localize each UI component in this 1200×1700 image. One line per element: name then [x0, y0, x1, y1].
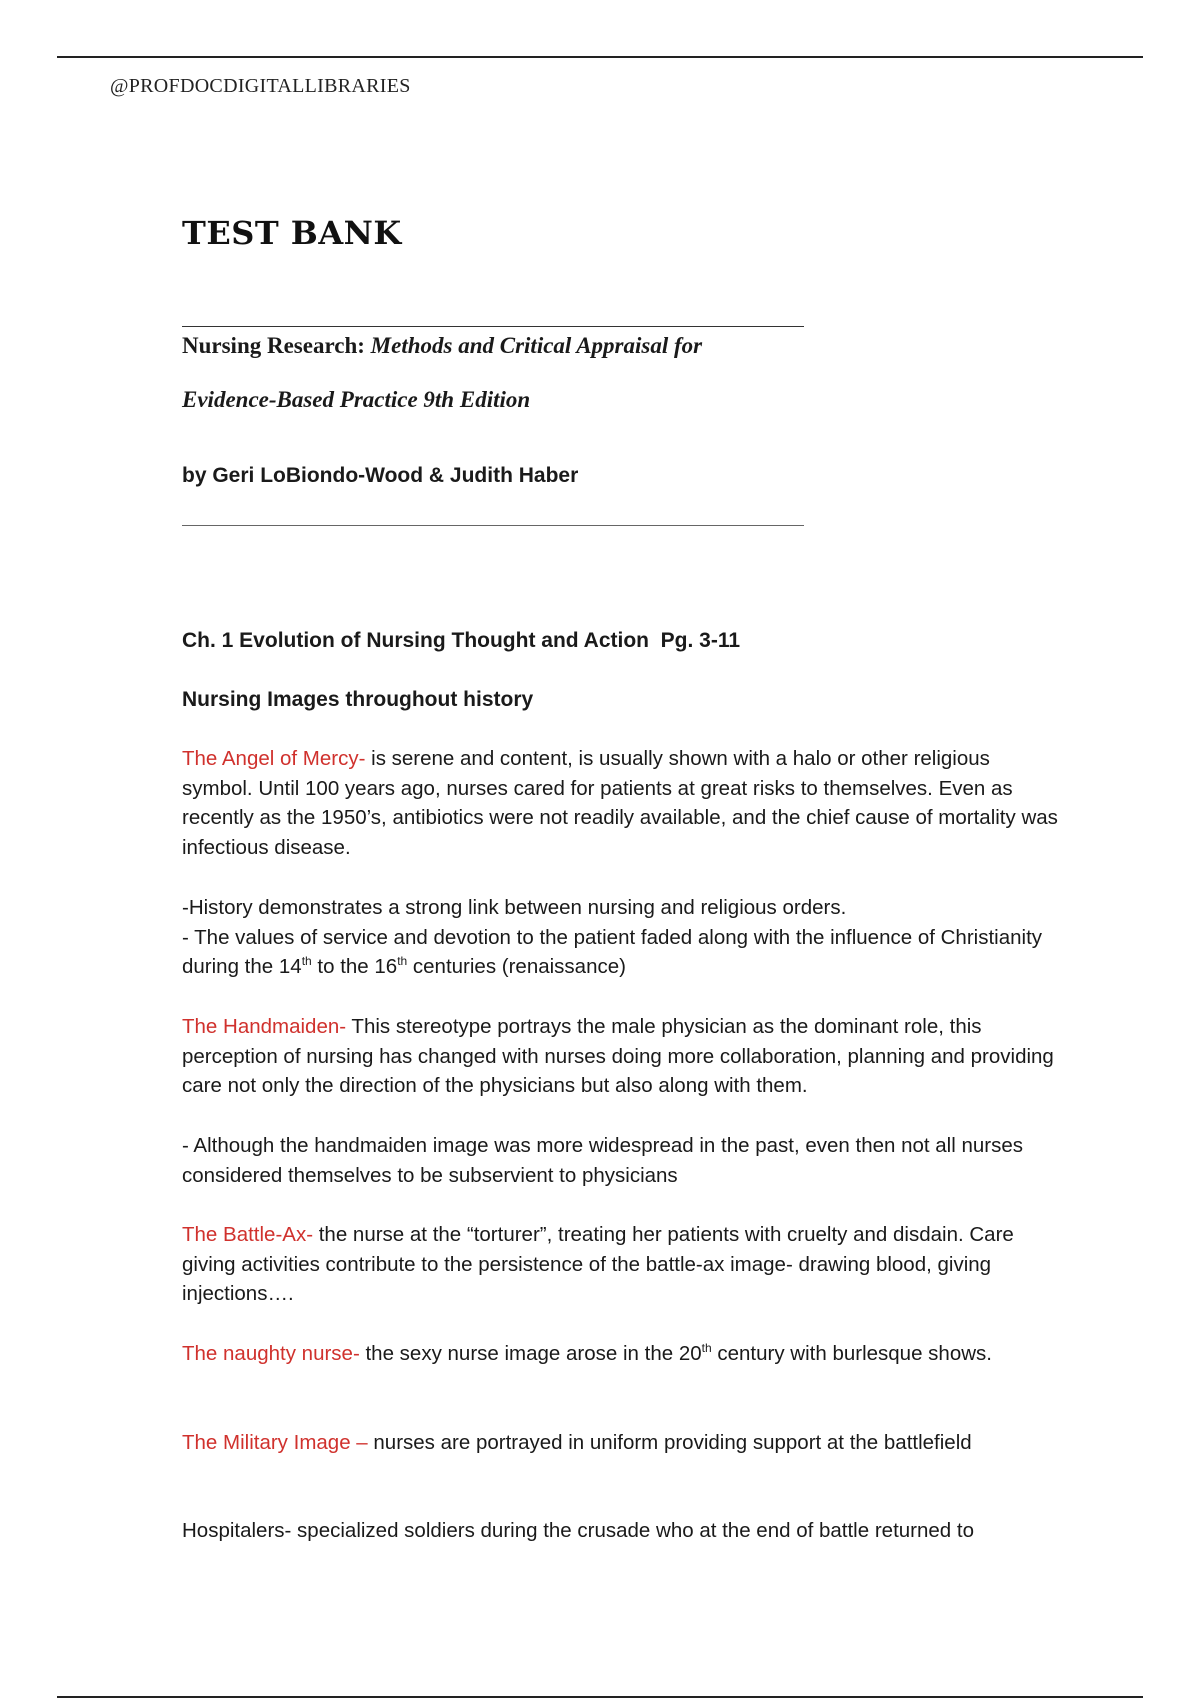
top-rule	[57, 56, 1143, 58]
book-title-prefix: Nursing Research:	[182, 333, 365, 358]
history-line-2-a: - The values of service and devotion to the patient faded along with the influence of Christianity during the 14	[182, 925, 1043, 978]
page-title: TEST BANK	[182, 214, 402, 252]
history-sup-1: th	[301, 954, 312, 968]
history-line-2-b: to the 16	[311, 955, 398, 978]
history-line-2	[182, 923, 1062, 982]
book-title-italic-1: Methods and Critical Appraisal for	[370, 333, 703, 358]
battle-ax-text: the nurse at the “torturer”, treating her patients with cruelty and disdain. Care giving activities contribute to the persistence of the battle-ax image- drawing blood, giving injections….	[182, 1223, 1014, 1305]
history-line-2-c: centuries (renaissance)	[407, 955, 626, 978]
paragraph-naughty-nurse	[182, 1339, 1062, 1369]
history-sup-2: th	[397, 954, 408, 968]
watermark: @PROFDOCDIGITALLIBRARIES	[110, 75, 411, 97]
term-battle-ax: The Battle-Ax-	[182, 1223, 314, 1246]
handmaiden-text: This stereotype portrays the male physician as the dominant role, this perception of nursing has changed with nurses doing more collaboration, planning and providing care not only the direction of the physicians but also along with them.	[182, 1015, 1054, 1097]
naughty-nurse-sup: th	[701, 1341, 712, 1355]
paragraph-military-image	[182, 1428, 1062, 1458]
section-subheading: Nursing Images throughout history	[182, 688, 534, 711]
naughty-nurse-text-b: century with burlesque shows.	[711, 1342, 992, 1365]
book-title-line-1	[182, 333, 702, 359]
book-title-italic-2: Evidence-Based Practice 9th Edition	[182, 387, 531, 412]
bottom-rule	[57, 1696, 1143, 1698]
paragraph-history	[182, 893, 1062, 982]
history-line-1: -History demonstrates a strong link between nursing and religious orders.	[182, 896, 847, 919]
military-image-text: nurses are portrayed in uniform providing support at the battlefield	[367, 1431, 972, 1454]
term-angel-of-mercy: The Angel of Mercy-	[182, 747, 366, 770]
book-authors: by Geri LoBiondo-Wood & Judith Haber	[182, 464, 579, 487]
paragraph-hospitalers: Hospitalers- specialized soldiers during the crusade who at the end of battle returned to	[182, 1519, 974, 1542]
paragraph-handmaiden-note: - Although the handmaiden image was more widespread in the past, even then not all nurses considered themselves to be subservient to physicians	[182, 1134, 1024, 1187]
term-military-image: The Military Image –	[182, 1431, 368, 1454]
term-handmaiden: The Handmaiden-	[182, 1015, 347, 1038]
angel-of-mercy-text: is serene and content, is usually shown with a halo or other religious symbol. Until 100 years ago, nurses cared for patients at great risks to themselves. Even as recently as the 1950’s, antibiotics were not readily available, and the chief cause of mortality was infectious disease.	[182, 747, 1058, 859]
paragraph-battle-ax	[182, 1220, 1062, 1309]
chapter-heading: Ch. 1 Evolution of Nursing Thought and Action Pg. 3-11	[182, 629, 741, 652]
naughty-nurse-text-a: the sexy nurse image arose in the 20	[359, 1342, 702, 1365]
paragraph-angel-of-mercy	[182, 744, 1062, 862]
book-title-bottom-rule	[182, 525, 804, 526]
term-naughty-nurse: The naughty nurse-	[182, 1342, 360, 1365]
book-title-top-rule	[182, 326, 804, 327]
book-title-line-2	[182, 387, 530, 413]
paragraph-handmaiden	[182, 1012, 1062, 1101]
